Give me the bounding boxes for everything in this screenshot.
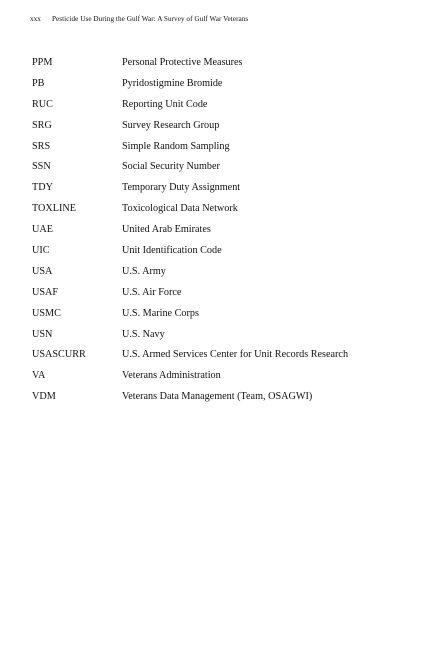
- acronym-definition: U.S. Air Force: [122, 286, 182, 298]
- acronym-definition: United Arab Emirates: [122, 224, 211, 236]
- acronym-term: USA: [32, 265, 53, 277]
- acronym-term: USN: [32, 328, 53, 340]
- acronym-term: PPM: [32, 57, 53, 68]
- acronym-row: [32, 119, 412, 140]
- acronym-row: [32, 390, 412, 411]
- acronym-row: [32, 223, 412, 244]
- acronym-term: PB: [32, 77, 45, 89]
- acronym-term: USAF: [32, 286, 59, 298]
- acronym-definition: U.S. Army: [122, 265, 166, 277]
- acronym-definition: Veterans Data Management (Team, OSAGWI): [122, 391, 313, 403]
- acronym-definition: Social Security Number: [122, 161, 220, 173]
- acronym-term: RUC: [32, 98, 53, 110]
- acronym-definition: Veterans Administration: [122, 370, 221, 382]
- acronym-row: [32, 244, 412, 265]
- acronym-list: [32, 56, 412, 411]
- acronym-term: VA: [32, 370, 46, 382]
- acronym-row: [32, 307, 412, 328]
- acronym-definition: Reporting Unit Code: [122, 98, 208, 110]
- page-number: xxx: [30, 15, 41, 23]
- acronym-term: UIC: [32, 245, 50, 257]
- acronym-term: TDY: [32, 182, 53, 194]
- acronym-definition: U.S. Armed Services Center for Unit Records Research: [122, 349, 349, 361]
- acronym-row: [32, 160, 412, 181]
- acronym-definition: Unit Identification Code: [122, 245, 222, 257]
- acronym-term: USASCURR: [32, 349, 86, 361]
- acronym-definition: Pyridostigmine Bromide: [122, 77, 223, 89]
- acronym-term: TOXLINE: [32, 203, 76, 215]
- acronym-row: [32, 56, 412, 77]
- acronym-definition: Temporary Duty Assignment: [122, 182, 241, 194]
- acronym-row: [32, 98, 412, 119]
- running-head: [30, 15, 248, 23]
- acronym-term: VDM: [32, 391, 56, 403]
- acronym-row: [32, 328, 412, 349]
- acronym-definition: U.S. Marine Corps: [122, 307, 199, 319]
- acronym-row: [32, 286, 412, 307]
- acronym-term: SSN: [32, 161, 51, 173]
- acronym-definition: Personal Protective Measures: [122, 57, 243, 68]
- acronym-term: USMC: [32, 307, 61, 319]
- running-head-title: Pesticide Use During the Gulf War: A Survey of Gulf War Veterans: [52, 15, 249, 23]
- acronym-row: [32, 265, 412, 286]
- acronym-definition: U.S. Navy: [122, 328, 165, 340]
- acronym-row: [32, 140, 412, 161]
- acronym-row: [32, 77, 412, 98]
- acronym-row: [32, 348, 412, 369]
- acronym-term: UAE: [32, 224, 53, 236]
- acronym-definition: Simple Random Sampling: [122, 140, 230, 152]
- acronym-definition: Toxicological Data Network: [122, 203, 238, 215]
- acronym-term: SRS: [32, 140, 51, 152]
- acronym-row: [32, 181, 412, 202]
- acronym-row: [32, 369, 412, 390]
- acronym-term: SRG: [32, 119, 52, 131]
- acronym-definition: Survey Research Group: [122, 119, 220, 131]
- acronym-row: [32, 202, 412, 223]
